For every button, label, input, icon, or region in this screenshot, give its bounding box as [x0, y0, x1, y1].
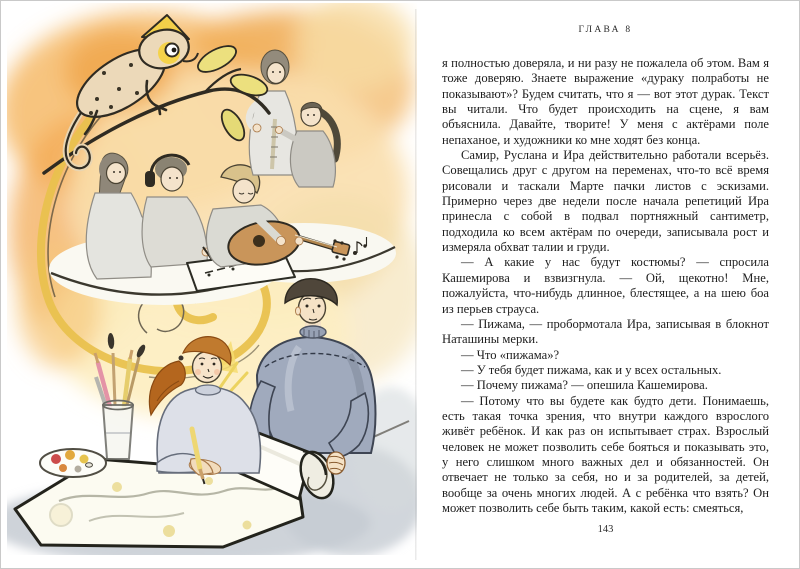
page-gutter: [415, 9, 417, 560]
paint-palette: [40, 449, 106, 477]
paragraph: — Пижама, — пробормотала Ира, записывая в блокнот Наташины мерки.: [442, 316, 769, 347]
paragraph: — А какие у нас будут костюмы? — спросила Кашемирова и взвизгнула. — Ой, щекотно! Мне, пожалуйста, что-нибудь длинное, блестящее, а на шею боа из перьев страуса.: [442, 255, 769, 316]
illustration-page: [7, 3, 417, 555]
watercolor-illustration: [7, 3, 417, 555]
paragraph: — Потому что вы будете как будто дети. Понимаешь, есть такая точка зрения, что внутри каждого взрослого живёт ребёнок. И как раз он испытывает страх. Взрослый человек не может позволить себе бояться и показывать это, у него слишком много важных дел и обязанностей. Он отвечает не только за себя, но и за родителей, за детей, вообще за очень многих людей. А с ребёнка что взять? Он может позволить себе быть таким, какой есть: смеяться,: [442, 393, 769, 515]
page-number: 143: [597, 524, 614, 535]
paragraph: Самир, Руслана и Ира действительно работали всерьёз. Совещались друг с другом на переменах, что-то всё время рисовали и таскали Марте пачки листов с эскизами. Примерно через две недели после начала репетиций Ира принесла с собой в подвал портняжный сантиметр, подходила ко всем актёрам по очереди, записывала рост и измеряла обхват талии и груди.: [442, 148, 769, 255]
text-page: [442, 25, 769, 516]
paragraph: — У тебя будет пижама, как и у всех остальных.: [461, 362, 722, 377]
paragraph: я полностью доверяла, и ни разу не пожалела об этом. Вам я тоже доверяю. Знаете выражение «дураку полработы не показывают»? Будем считать, что я — вот этот дурак. Текст вы читали. Что будет происходить на сцене, я вам объяснила. Давайте, творите! У меня с актёрами поле непаханое, и художники ко мне ходят без конца.: [442, 56, 769, 147]
chapter-running-header: ГЛАВА 8: [578, 25, 633, 35]
paragraph: — Что «пижама»?: [461, 347, 560, 362]
paragraph: — Почему пижама? — опешила Кашемирова.: [461, 378, 708, 393]
body-text: [442, 56, 769, 516]
